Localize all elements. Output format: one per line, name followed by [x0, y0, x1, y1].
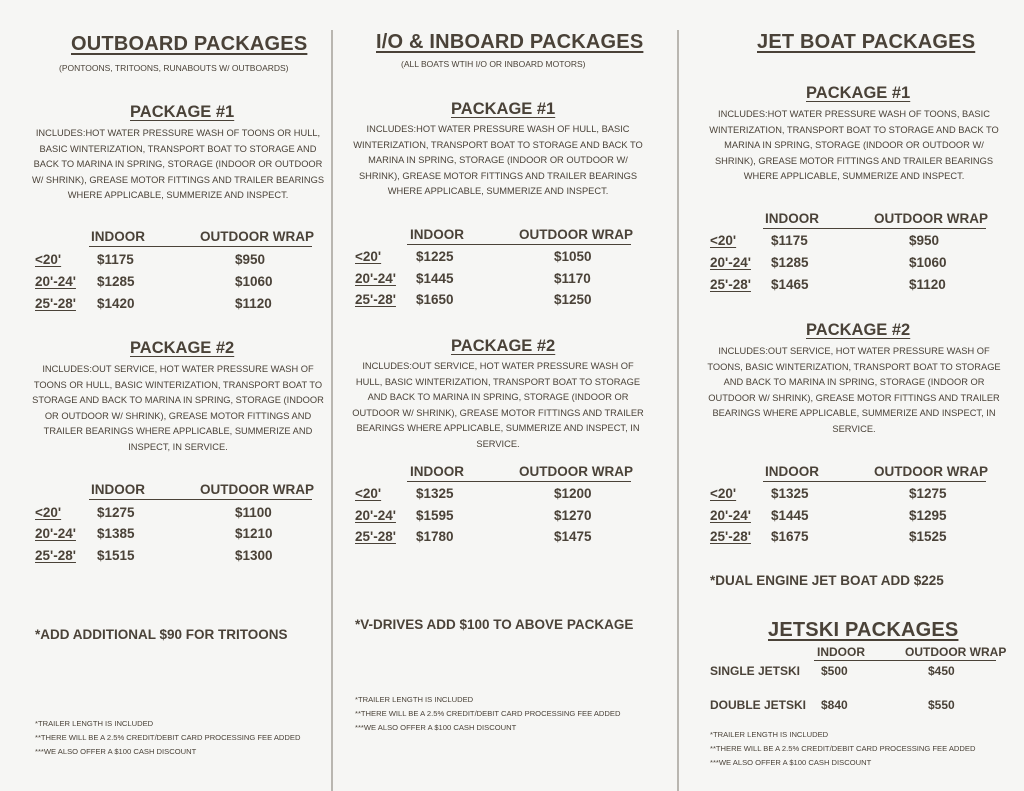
jetski-fine-print: [710, 728, 975, 770]
size-label: 25'-28': [35, 548, 76, 563]
header-underline: [89, 246, 312, 247]
size-label: 20'-24': [355, 508, 396, 523]
indoor-price: $1595: [416, 508, 454, 523]
inboard-package1-description: INCLUDES:HOT WATER PRESSURE WASH OF HULL, BASIC WINTERIZATION, TRANSPORT BOAT TO STORAGE AND BACK TO MARINA IN SPRING, STORAGE (INDOOR OR OUTDOOR W/ SHRINK), GREASE MOTOR FITTINGS AND TRAILER BEARINGS WHERE APPLICABLE, SUMMERIZE AND INSPECT.: [353, 124, 643, 197]
indoor-price: $1465: [771, 277, 809, 292]
jetboat-package1-description: INCLUDES:HOT WATER PRESSURE WASH OF TOONS, BASIC WINTERIZATION, TRANSPORT BOAT TO STORAGE AND BACK TO MARINA IN SPRING, STORAGE (INDOOR OR OUTDOOR W/ SHRINK), GREASE MOTOR FITTINGS AND TRAILER BEARINGS WHERE APPLICABLE, SUMMERIZE AND INSPECT.: [709, 109, 999, 182]
size-label: <20': [35, 505, 62, 520]
size-label: 25'-28': [710, 529, 751, 544]
size-label: 25'-28': [35, 296, 76, 311]
indoor-header: INDOOR: [817, 645, 865, 659]
outdoor-price: $1120: [235, 296, 272, 311]
indoor-price: $1225: [416, 249, 454, 264]
size-label: <20': [355, 249, 382, 264]
header-underline: [407, 244, 631, 245]
inboard-title: I/O & INBOARD PACKAGES: [376, 31, 644, 53]
indoor-price: $1650: [416, 292, 454, 307]
jetboat-package2-description: INCLUDES:OUT SERVICE, HOT WATER PRESSURE WASH OF TOONS, BASIC WINTERIZATION, TRANSPORT BOAT TO STORAGE AND BACK TO MARINA IN SPRING, STORAGE (INDOOR OR OUTDOOR W/ SHRINK), GREASE MOTOR FITTINGS AND TRAILER BEARINGS WHERE APPLICABLE, SUMMERIZE AND INSPECT, IN SERVICE.: [707, 346, 1001, 434]
inboard-fine-print: [355, 693, 620, 735]
fine-line: ***WE ALSO OFFER A $100 CASH DISCOUNT: [355, 723, 517, 732]
size-label: 20'-24': [355, 271, 396, 286]
outboard-package1-title: PACKAGE #1: [130, 103, 235, 121]
indoor-price: $1675: [771, 529, 809, 544]
column-divider-right: [677, 30, 679, 791]
indoor-header: INDOOR: [91, 229, 145, 244]
inboard-subtitle: (ALL BOATS WTIH I/O OR INBOARD MOTORS): [401, 59, 586, 69]
outdoor-price: $1050: [554, 249, 592, 264]
outdoor-price: $1300: [235, 548, 273, 563]
indoor-price: $1445: [771, 508, 809, 523]
size-label: <20': [710, 486, 737, 501]
jetski-name: SINGLE JETSKI: [710, 664, 801, 678]
indoor-header: INDOOR: [765, 211, 819, 226]
outboard-package2-description: INCLUDES:OUT SERVICE, HOT WATER PRESSURE WASH OF TOONS OR HULL, BASIC WINTERIZATION, TRANSPORT BOAT TO STORAGE AND BACK TO MARINA IN SPRING, STORAGE (INDOOR OR OUTDOOR W/ SHRINK), GREASE MOTOR FITTINGS AND TRAILER BEARINGS WHERE APPLICABLE, SUMMERIZE AND INSPECT, IN SERVICE.: [32, 364, 324, 452]
indoor-header: INDOOR: [410, 227, 464, 242]
size-label: <20': [710, 233, 737, 248]
size-label: 20'-24': [35, 526, 76, 541]
outdoor-price: $1275: [909, 486, 947, 501]
inboard-package1-title: PACKAGE #1: [451, 100, 556, 118]
outdoor-price: $1525: [909, 529, 947, 544]
outdoor-header: OUTDOOR WRAP: [519, 227, 633, 242]
size-label: 20'-24': [35, 274, 76, 289]
indoor-price: $1780: [416, 529, 454, 544]
jetski-title: JETSKI PACKAGES: [768, 619, 959, 641]
inboard-package2-title: PACKAGE #2: [451, 337, 556, 355]
jetboat-title: JET BOAT PACKAGES: [757, 31, 976, 53]
indoor-price: $500: [821, 664, 848, 678]
indoor-price: $1275: [97, 505, 135, 520]
outboard-title: OUTBOARD PACKAGES: [71, 33, 308, 55]
indoor-price: $1385: [97, 526, 135, 541]
jetski-name: DOUBLE JETSKI: [710, 698, 807, 712]
outdoor-price: $1100: [235, 505, 272, 520]
indoor-price: $1285: [771, 255, 809, 270]
jetboat-package1-title: PACKAGE #1: [806, 84, 911, 102]
outboard-package2-title: PACKAGE #2: [130, 339, 235, 357]
column-divider-left: [331, 30, 333, 791]
outboard-fine-print: [35, 717, 300, 759]
header-underline: [407, 481, 631, 482]
outdoor-price: $1475: [554, 529, 592, 544]
indoor-price: $840: [821, 698, 848, 712]
header-underline: [763, 481, 986, 482]
outdoor-price: $1250: [554, 292, 592, 307]
fine-line: **THERE WILL BE A 2.5% CREDIT/DEBIT CARD PROCESSING FEE ADDED: [355, 709, 621, 718]
outdoor-header: OUTDOOR WRAP: [874, 211, 988, 226]
outdoor-price: $1060: [909, 255, 947, 270]
outdoor-price: $1270: [554, 508, 592, 523]
outdoor-header: OUTDOOR WRAP: [200, 482, 314, 497]
outdoor-price: $1210: [235, 526, 273, 541]
indoor-price: $1445: [416, 271, 454, 286]
header-underline: [814, 660, 996, 661]
indoor-header: INDOOR: [410, 464, 464, 479]
fine-line: ***WE ALSO OFFER A $100 CASH DISCOUNT: [35, 747, 197, 756]
inboard-package2-description: INCLUDES:OUT SERVICE, HOT WATER PRESSURE WASH OF HULL, BASIC WINTERIZATION, TRANSPORT BOAT TO STORAGE AND BACK TO MARINA IN SPRING, STORAGE (INDOOR OR OUTDOOR W/ SHRINK), GREASE MOTOR FITTINGS AND TRAILER BEARINGS WHERE APPLICABLE, SUMMERIZE AND INSPECT, IN SERVICE.: [352, 361, 644, 449]
indoor-price: $1175: [771, 233, 808, 248]
header-underline: [89, 499, 312, 500]
outdoor-price: $1200: [554, 486, 592, 501]
jetboat-note: *DUAL ENGINE JET BOAT ADD $225: [710, 573, 944, 588]
fine-line: **THERE WILL BE A 2.5% CREDIT/DEBIT CARD PROCESSING FEE ADDED: [710, 744, 976, 753]
size-label: 25'-28': [355, 529, 396, 544]
indoor-price: $1325: [771, 486, 809, 501]
fine-line: *TRAILER LENGTH IS INCLUDED: [355, 695, 474, 704]
indoor-price: $1175: [97, 252, 134, 267]
outboard-subtitle: (PONTOONS, TRITOONS, RUNABOUTS W/ OUTBOARDS): [59, 63, 289, 73]
size-label: 25'-28': [355, 292, 396, 307]
fine-line: **THERE WILL BE A 2.5% CREDIT/DEBIT CARD PROCESSING FEE ADDED: [35, 733, 301, 742]
outdoor-price: $1060: [235, 274, 273, 289]
outdoor-header: OUTDOOR WRAP: [905, 645, 1007, 659]
indoor-price: $1515: [97, 548, 135, 563]
fine-line: *TRAILER LENGTH IS INCLUDED: [35, 719, 154, 728]
size-label: <20': [35, 252, 62, 267]
fine-line: ***WE ALSO OFFER A $100 CASH DISCOUNT: [710, 758, 872, 767]
indoor-price: $1285: [97, 274, 135, 289]
outboard-note: *ADD ADDITIONAL $90 FOR TRITOONS: [35, 627, 288, 642]
outdoor-header: OUTDOOR WRAP: [874, 464, 988, 479]
header-underline: [763, 228, 986, 229]
outdoor-price: $1295: [909, 508, 947, 523]
indoor-price: $1325: [416, 486, 454, 501]
outboard-package1-description: INCLUDES:HOT WATER PRESSURE WASH OF TOONS OR HULL, BASIC WINTERIZATION, TRANSPORT BOAT TO STORAGE AND BACK TO MARINA IN SPRING, STORAGE (INDOOR OR OUTDOOR W/ SHRINK), GREASE MOTOR FITTINGS AND TRAILER BEARINGS WHERE APPLICABLE, SUMMERIZE AND INSPECT.: [31, 128, 325, 201]
size-label: <20': [355, 486, 382, 501]
indoor-header: INDOOR: [91, 482, 145, 497]
inboard-note: *V-DRIVES ADD $100 TO ABOVE PACKAGE: [355, 617, 634, 632]
outdoor-header: OUTDOOR WRAP: [519, 464, 633, 479]
outdoor-price: $1170: [554, 271, 591, 286]
size-label: 20'-24': [710, 255, 751, 270]
size-label: 25'-28': [710, 277, 751, 292]
outdoor-price: $1120: [909, 277, 946, 292]
indoor-price: $1420: [97, 296, 135, 311]
size-label: 20'-24': [710, 508, 751, 523]
fine-line: *TRAILER LENGTH IS INCLUDED: [710, 730, 829, 739]
outdoor-price: $550: [928, 698, 955, 712]
outdoor-price: $450: [928, 664, 955, 678]
indoor-header: INDOOR: [765, 464, 819, 479]
outdoor-header: OUTDOOR WRAP: [200, 229, 314, 244]
outdoor-price: $950: [235, 252, 266, 267]
outdoor-price: $950: [909, 233, 940, 248]
jetboat-package2-title: PACKAGE #2: [806, 321, 911, 339]
